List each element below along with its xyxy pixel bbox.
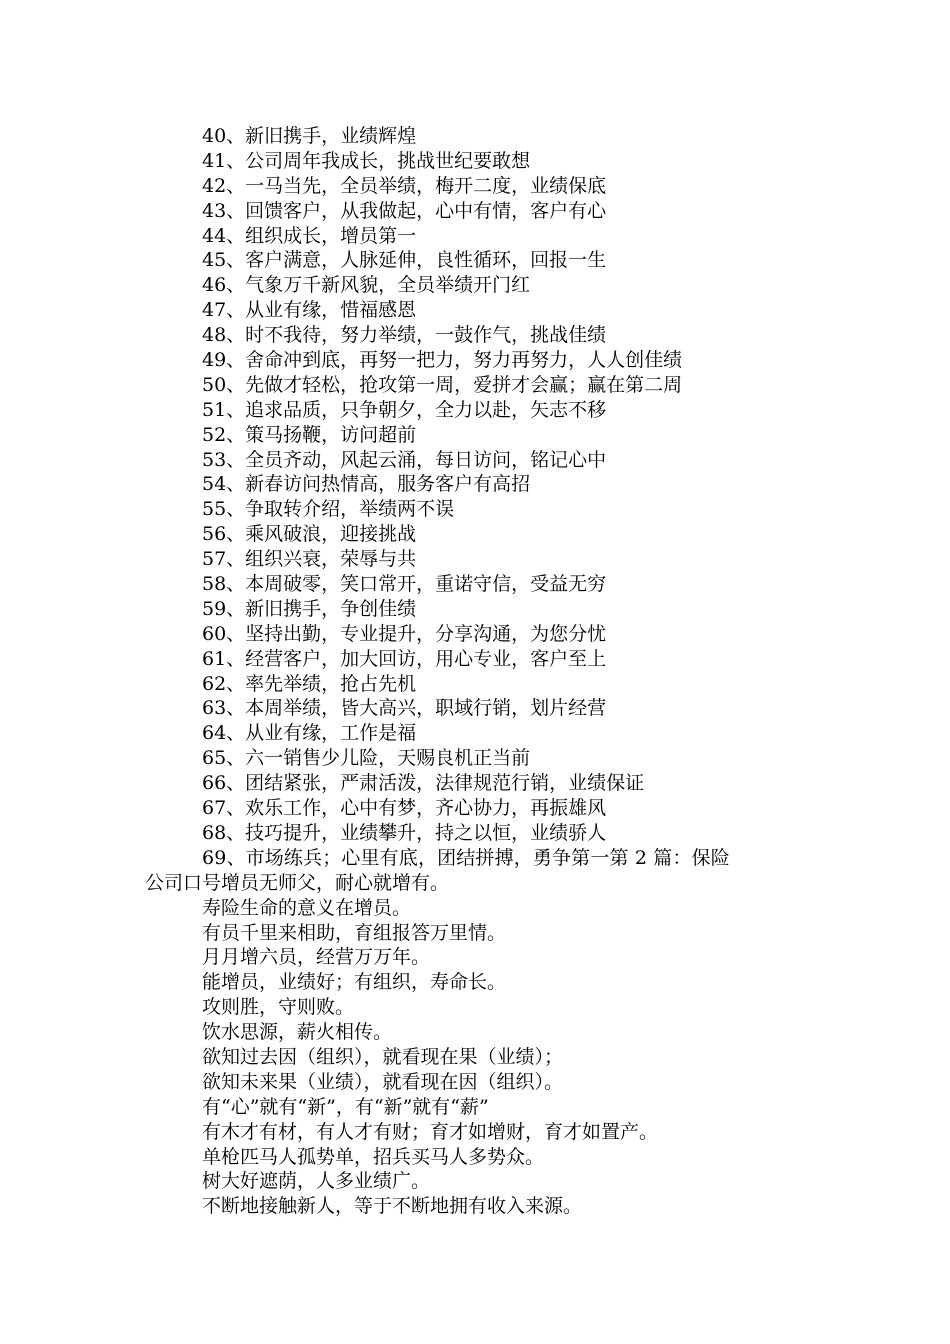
text-line: 单枪匹马人孤势单，招兵买马人多势众。 bbox=[202, 1145, 545, 1168]
text-line: 62、率先举绩，抢占先机 bbox=[202, 672, 417, 695]
text-line: 42、一马当先，全员举绩，梅开二度，业绩保底 bbox=[202, 174, 607, 197]
text-line: 54、新春访问热情高，服务客户有高招 bbox=[202, 473, 531, 496]
text-line: 月月增六员，经营万万年。 bbox=[202, 946, 431, 969]
text-line: 50、先做才轻松，抢攻第一周，爱拼才会赢；赢在第二周 bbox=[202, 373, 683, 396]
text-line: 树大好遮荫，人多业绩广。 bbox=[202, 1170, 431, 1193]
text-line: 65、六一销售少儿险，天赐良机正当前 bbox=[202, 747, 531, 770]
text-line: 不断地接触新人，等于不断地拥有收入来源。 bbox=[202, 1195, 583, 1218]
text-line: 41、公司周年我成长，挑战世纪要敢想 bbox=[202, 149, 531, 172]
text-line: 有木才有材，有人才有财；育才如增财，育才如置产。 bbox=[202, 1120, 659, 1143]
text-line: 51、追求品质，只争朝夕，全力以赴，矢志不移 bbox=[202, 398, 607, 421]
text-line: 饮水思源，薪火相传。 bbox=[202, 1021, 393, 1044]
text-line: 57、组织兴衰，荣辱与共 bbox=[202, 548, 417, 571]
text-line-wrapped-end: 公司口号增员无师父，耐心就增有。 bbox=[145, 871, 450, 894]
text-line: 攻则胜，守则败。 bbox=[202, 996, 355, 1019]
text-line: 寿险生命的意义在增员。 bbox=[202, 896, 412, 919]
text-line: 欲知过去因（组织），就看现在果（业绩）； bbox=[202, 1045, 564, 1068]
text-line: 60、坚持出勤，专业提升，分享沟通，为您分忧 bbox=[202, 622, 607, 645]
text-line: 有员千里来相助，育组报答万里情。 bbox=[202, 921, 507, 944]
text-line: 48、时不我待，努力举绩，一鼓作气，挑战佳绩 bbox=[202, 324, 607, 347]
text-line: 40、新旧携手，业绩辉煌 bbox=[202, 125, 417, 147]
text-line: 68、技巧提升，业绩攀升，持之以恒，业绩骄人 bbox=[202, 821, 607, 844]
text-line: 能增员，业绩好；有组织，寿命长。 bbox=[202, 971, 507, 994]
text-line: 52、策马扬鞭，访问超前 bbox=[202, 423, 417, 446]
text-line: 45、客户满意，人脉延伸，良性循环，回报一生 bbox=[202, 249, 607, 272]
text-line: 47、从业有缘，惜福感恩 bbox=[202, 299, 417, 322]
text-line: 59、新旧携手，争创佳绩 bbox=[202, 597, 417, 620]
text-line: 63、本周举绩，皆大高兴，职域行销，划片经营 bbox=[202, 697, 607, 720]
text-line: 46、气象万千新风貌，全员举绩开门红 bbox=[202, 274, 531, 297]
document-body bbox=[145, 124, 813, 1219]
text-line-wrapped-start: 69、市场练兵；心里有底，团结拼搏，勇争第一第 2 篇：保险 bbox=[202, 846, 730, 869]
text-line: 56、乘风破浪，迎接挑战 bbox=[202, 523, 417, 546]
text-line: 53、全员齐动，风起云涌，每日访问，铭记心中 bbox=[202, 448, 607, 471]
text-line: 44、组织成长，增员第一 bbox=[202, 224, 417, 247]
text-line: 43、回馈客户，从我做起，心中有情，客户有心 bbox=[202, 199, 607, 222]
text-line: 欲知未来果（业绩），就看现在因（组织）。 bbox=[202, 1070, 564, 1093]
text-line: 66、团结紧张，严肃活泼，法律规范行销，业绩保证 bbox=[202, 772, 645, 795]
text-line: 55、争取转介绍，举绩两不误 bbox=[202, 498, 455, 521]
text-line: 61、经营客户，加大回访，用心专业，客户至上 bbox=[202, 647, 607, 670]
text-line: 有“心”就有“新”，有“新”就有“薪” bbox=[202, 1095, 489, 1118]
text-line: 49、舍命冲到底，再努一把力，努力再努力，人人创佳绩 bbox=[202, 349, 683, 372]
text-line: 64、从业有缘，工作是福 bbox=[202, 722, 417, 745]
text-line: 67、欢乐工作，心中有梦，齐心协力，再振雄风 bbox=[202, 797, 607, 820]
text-line: 58、本周破零，笑口常开，重诺守信，受益无穷 bbox=[202, 573, 607, 596]
